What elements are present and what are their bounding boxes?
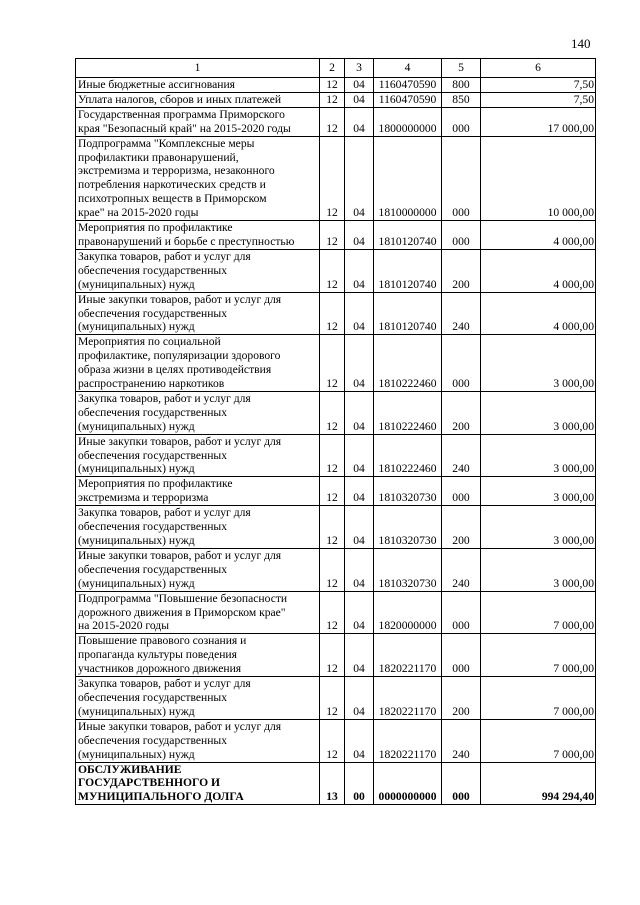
section-code-cell: 12 [320,292,345,335]
target-article-cell: 1820221170 [374,719,442,762]
row-name-cell: Подпрограмма "Комплексные меры профилактики правонарушений, экстремизма и терроризма, незаконного потребления наркотических средств и психотропных веществ в Приморском крае" на 2015-2020 годы [76,136,320,220]
amount-cell: 3 000,00 [481,548,596,591]
table-row [76,506,596,549]
amount-cell: 4 000,00 [481,249,596,292]
amount-cell: 3 000,00 [481,335,596,392]
target-article-cell: 1810000000 [374,136,442,220]
expense-type-cell: 000 [442,477,481,506]
table-row [76,78,596,93]
target-article-cell: 1160470590 [374,92,442,107]
expense-type-cell: 000 [442,634,481,677]
subsection-code-cell: 04 [345,249,374,292]
table-row [76,548,596,591]
row-name-cell: Иные закупки товаров, работ и услуг для обеспечения государственных (муниципальных) нужд [76,548,320,591]
expense-type-cell: 000 [442,221,481,250]
subsection-code-cell: 04 [345,477,374,506]
target-article-cell: 1810320730 [374,506,442,549]
amount-cell: 7 000,00 [481,677,596,720]
row-name-cell: Закупка товаров, работ и услуг для обеспечения государственных (муниципальных) нужд [76,677,320,720]
section-code-cell: 12 [320,92,345,107]
section-code-cell: 12 [320,136,345,220]
subsection-code-cell: 04 [345,434,374,477]
expense-type-cell: 000 [442,591,481,634]
row-name-cell: Уплата налогов, сборов и иных платежей [76,92,320,107]
amount-cell: 17 000,00 [481,107,596,136]
target-article-cell: 1820221170 [374,634,442,677]
amount-cell: 4 000,00 [481,292,596,335]
subsection-code-cell: 04 [345,221,374,250]
section-code-cell: 12 [320,78,345,93]
row-name-cell: Закупка товаров, работ и услуг для обеспечения государственных (муниципальных) нужд [76,506,320,549]
section-code-cell: 12 [320,591,345,634]
expense-type-cell: 000 [442,335,481,392]
expense-type-cell: 800 [442,78,481,93]
table-row [76,92,596,107]
table-row [76,434,596,477]
header-cell: 1 [76,59,320,78]
expense-type-cell: 240 [442,434,481,477]
expense-type-cell: 200 [442,249,481,292]
section-code-cell: 12 [320,249,345,292]
amount-cell: 4 000,00 [481,221,596,250]
section-code-cell: 13 [320,762,345,805]
expense-type-cell: 240 [442,719,481,762]
amount-cell: 994 294,40 [481,762,596,805]
row-name-cell: Иные закупки товаров, работ и услуг для обеспечения государственных (муниципальных) нужд [76,434,320,477]
target-article-cell: 1820000000 [374,591,442,634]
row-name-cell: Государственная программа Приморского края "Безопасный край" на 2015-2020 годы [76,107,320,136]
table-row [76,477,596,506]
target-article-cell: 1810320730 [374,477,442,506]
target-article-cell: 0000000000 [374,762,442,805]
amount-cell: 7 000,00 [481,634,596,677]
subsection-code-cell: 04 [345,634,374,677]
amount-cell: 7,50 [481,78,596,93]
subsection-code-cell: 04 [345,391,374,434]
section-code-cell: 12 [320,634,345,677]
amount-cell: 7,50 [481,92,596,107]
subsection-code-cell: 04 [345,591,374,634]
section-code-cell: 12 [320,107,345,136]
header-cell: 6 [481,59,596,78]
table-row [76,391,596,434]
row-name-cell: Иные закупки товаров, работ и услуг для обеспечения государственных (муниципальных) нужд [76,719,320,762]
amount-cell: 3 000,00 [481,506,596,549]
row-name-cell: Закупка товаров, работ и услуг для обеспечения государственных (муниципальных) нужд [76,391,320,434]
budget-table [75,58,596,805]
amount-cell: 3 000,00 [481,391,596,434]
table-row [76,634,596,677]
section-code-cell: 12 [320,677,345,720]
section-code-cell: 12 [320,548,345,591]
section-code-cell: 12 [320,434,345,477]
row-name-cell: Мероприятия по профилактике экстремизма и терроризма [76,477,320,506]
expense-type-cell: 240 [442,292,481,335]
target-article-cell: 1810120740 [374,292,442,335]
subsection-code-cell: 04 [345,136,374,220]
header-cell: 5 [442,59,481,78]
target-article-cell: 1810120740 [374,221,442,250]
target-article-cell: 1800000000 [374,107,442,136]
budget-table-body [76,59,596,805]
target-article-cell: 1810120740 [374,249,442,292]
amount-cell: 7 000,00 [481,719,596,762]
expense-type-cell: 200 [442,677,481,720]
row-name-cell: Закупка товаров, работ и услуг для обеспечения государственных (муниципальных) нужд [76,249,320,292]
row-name-cell: ОБСЛУЖИВАНИЕ ГОСУДАРСТВЕННОГО И МУНИЦИПАЛЬНОГО ДОЛГА [76,762,320,805]
subsection-code-cell: 04 [345,548,374,591]
subsection-code-cell: 04 [345,677,374,720]
target-article-cell: 1810222460 [374,434,442,477]
section-code-cell: 12 [320,719,345,762]
table-row [76,221,596,250]
header-cell: 4 [374,59,442,78]
subsection-code-cell: 04 [345,292,374,335]
section-code-cell: 12 [320,221,345,250]
target-article-cell: 1810222460 [374,335,442,392]
amount-cell: 3 000,00 [481,434,596,477]
row-name-cell: Мероприятия по социальной профилактике, популяризации здорового образа жизни в целях противодействия распространению наркотиков [76,335,320,392]
subsection-code-cell: 04 [345,506,374,549]
subsection-code-cell: 04 [345,78,374,93]
expense-type-cell: 200 [442,506,481,549]
subsection-code-cell: 04 [345,107,374,136]
target-article-cell: 1810320730 [374,548,442,591]
row-name-cell: Иные бюджетные ассигнования [76,78,320,93]
header-cell: 3 [345,59,374,78]
expense-type-cell: 240 [442,548,481,591]
page-number: 140 [571,36,591,51]
table-row [76,136,596,220]
row-name-cell: Иные закупки товаров, работ и услуг для обеспечения государственных (муниципальных) нужд [76,292,320,335]
target-article-cell: 1810222460 [374,391,442,434]
expense-type-cell: 200 [442,391,481,434]
expense-type-cell: 000 [442,136,481,220]
section-code-cell: 12 [320,477,345,506]
section-code-cell: 12 [320,391,345,434]
expense-type-cell: 850 [442,92,481,107]
target-article-cell: 1160470590 [374,78,442,93]
header-row [76,59,596,78]
section-code-cell: 12 [320,335,345,392]
amount-cell: 3 000,00 [481,477,596,506]
table-row [76,591,596,634]
table-row [76,335,596,392]
row-name-cell: Подпрограмма "Повышение безопасности дорожного движения в Приморском крае" на 2015-2020 годы [76,591,320,634]
table-row [76,719,596,762]
subsection-code-cell: 00 [345,762,374,805]
amount-cell: 7 000,00 [481,591,596,634]
table-row [76,249,596,292]
subsection-code-cell: 04 [345,335,374,392]
expense-type-cell: 000 [442,107,481,136]
table-row [76,107,596,136]
table-row [76,677,596,720]
amount-cell: 10 000,00 [481,136,596,220]
expense-type-cell: 000 [442,762,481,805]
row-name-cell: Повышение правового сознания и пропаганда культуры поведения участников дорожного движения [76,634,320,677]
target-article-cell: 1820221170 [374,677,442,720]
subsection-code-cell: 04 [345,719,374,762]
table-row [76,292,596,335]
row-name-cell: Мероприятия по профилактике правонарушений и борьбе с преступностью [76,221,320,250]
header-cell: 2 [320,59,345,78]
table-row [76,762,596,805]
subsection-code-cell: 04 [345,92,374,107]
section-code-cell: 12 [320,506,345,549]
